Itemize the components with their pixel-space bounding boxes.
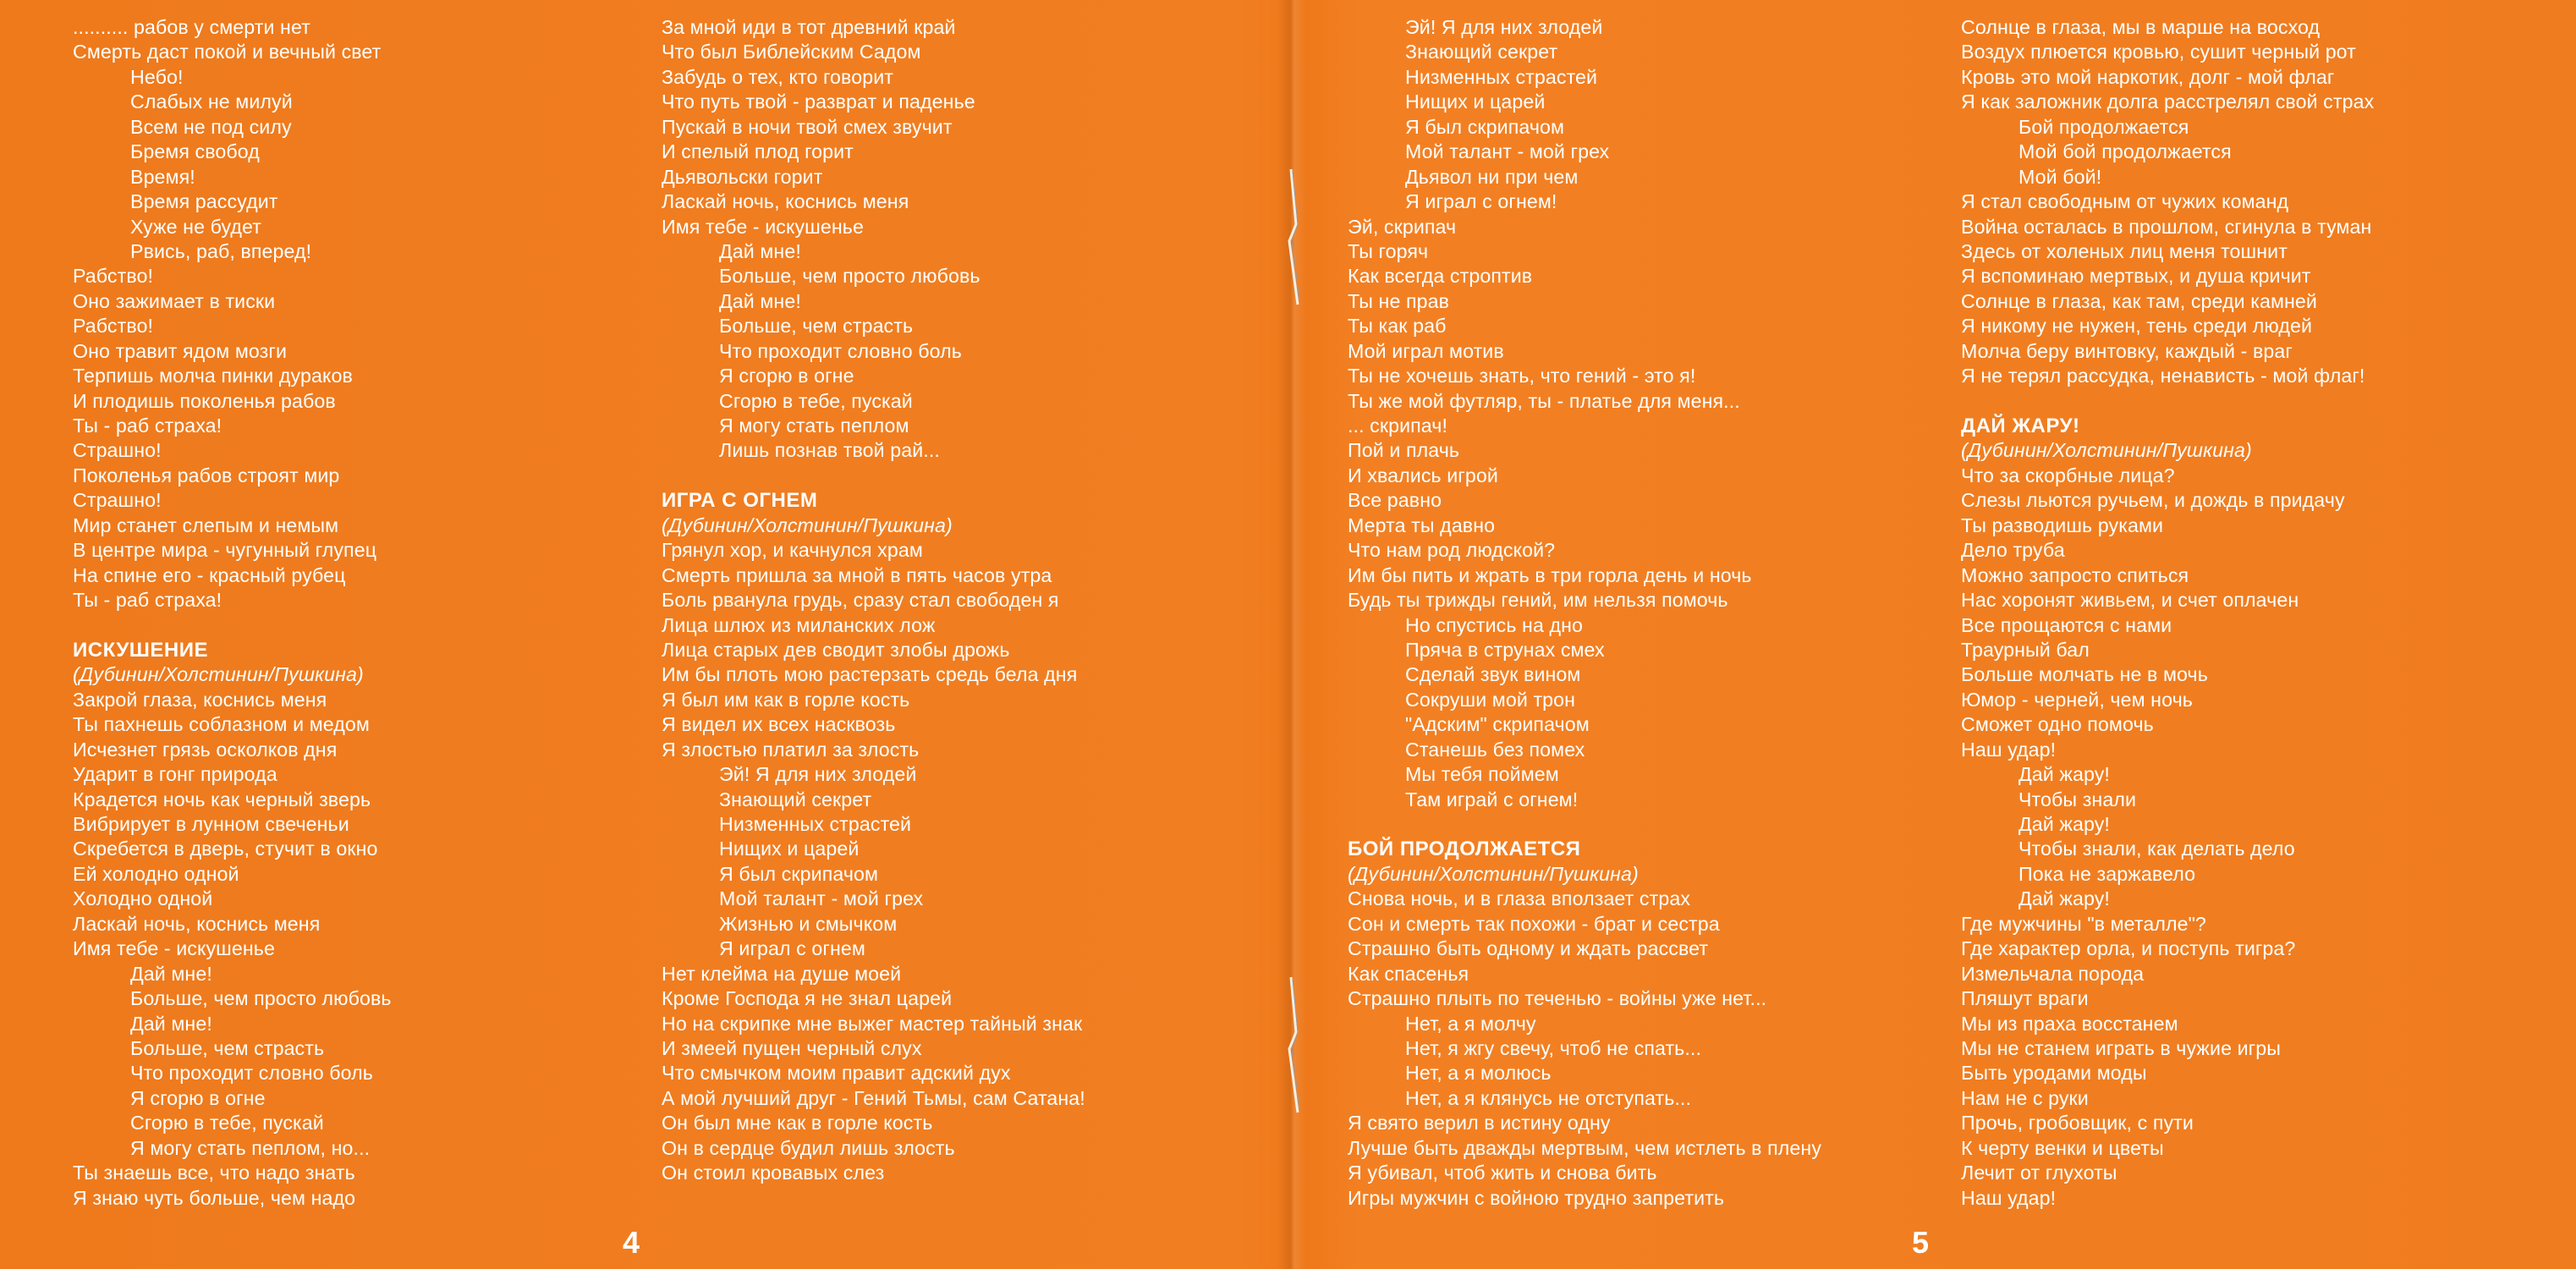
lyric-line: Я знаю чуть больше, чем надо (73, 1186, 356, 1209)
spacer (1348, 812, 1940, 837)
lyric-line: Что путь твой - разврат и паденье (662, 91, 975, 113)
lyric-line: Я был им как в горле кость (662, 688, 910, 711)
lyric-line: Я убивал, чтоб жить и снова бить (1348, 1162, 1657, 1184)
lyric-line: Эй! Я для них злодей (719, 763, 917, 786)
lyric-line: Крадется ночь как черный зверь (73, 788, 371, 810)
lyric-line: И плодишь поколенья рабов (73, 389, 336, 412)
lyric-line: Ты пахнешь соблазном и медом (73, 713, 370, 736)
lyric-line: Больше, чем страсть (130, 1036, 325, 1059)
lyric-line: Игры мужчин с войною трудно запретить (1348, 1186, 1725, 1209)
lyric-line: Мы тебя поймем (1405, 763, 1559, 786)
lyric-line: Страшно! (73, 489, 162, 512)
lyric-line: Пускай в ночи твой смех звучит (662, 115, 953, 138)
lyric-line: Мой бой продолжается (2019, 140, 2232, 163)
lyric-line: Небо! (130, 65, 184, 88)
lyric-line: Прочь, гробовщик, с пути (1961, 1112, 2194, 1134)
lyric-line: Мой бой! (2019, 165, 2102, 188)
lyrics-column-2 (662, 15, 1254, 1186)
lyric-line: Всем не под силу (130, 115, 292, 138)
lyric-line: Мой талант - мой грех (1405, 140, 1610, 163)
lyric-line: Ласкай ночь, коснись меня (73, 912, 321, 935)
lyric-line: Что проходит словно боль (719, 339, 962, 362)
lyric-line: Солнце в глаза, мы в марше на восход (1961, 16, 2321, 38)
lyric-line: Но спустись на дно (1405, 613, 1584, 636)
lyric-line: Он в сердце будил лишь злость (662, 1136, 955, 1159)
song-title: ИСКУШЕНИЕ (73, 638, 208, 662)
lyric-line: На спине его - красный рубец (73, 563, 346, 586)
lyric-line: Он был мне как в горле кость (662, 1112, 933, 1134)
spacer (662, 464, 1254, 488)
lyric-line: Я играл с огнем! (1405, 190, 1557, 213)
song-credits: (Дубинин/Холстинин/Пушкина) (662, 514, 953, 536)
lyric-line: Ей холодно одной (73, 862, 239, 885)
lyric-line: Время! (130, 165, 195, 188)
lyric-line: Эй! Я для них злодей (1405, 16, 1603, 38)
lyric-line: Наш удар! (1961, 1186, 2057, 1209)
lyric-line: Рабство! (73, 315, 154, 338)
lyric-line: Больше, чем просто любовь (130, 987, 392, 1010)
song-credits: (Дубинин/Холстинин/Пушкина) (1348, 862, 1639, 885)
staple-bottom-icon (1284, 973, 1303, 1117)
lyric-line: Оно зажимает в тиски (73, 289, 276, 312)
lyric-line: Как всегда строптив (1348, 265, 1533, 288)
lyric-line: Знающий секрет (719, 788, 872, 810)
lyric-line: Знающий секрет (1405, 41, 1558, 63)
lyric-line: Закрой глаза, коснись меня (73, 688, 327, 711)
lyric-line: Война осталась в прошлом, сгинула в туман (1961, 215, 2372, 238)
song-credits: (Дубинин/Холстинин/Пушкина) (73, 663, 364, 686)
lyric-line: Низменных страстей (1405, 65, 1598, 88)
lyric-line: Как спасенья (1348, 962, 1469, 985)
lyric-line: Терпишь молча пинки дураков (73, 365, 353, 387)
lyric-line: И спелый плод горит (662, 140, 854, 163)
lyric-line: Траурный бал (1961, 638, 2090, 661)
lyric-line: Сможет одно помочь (1961, 713, 2154, 736)
lyric-line: Сделай звук вином (1405, 663, 1581, 686)
lyric-line: И змеей пущен черный слух (662, 1036, 922, 1059)
lyric-line: Наш удар! (1961, 738, 2057, 761)
lyric-line: Я был скрипачом (719, 862, 879, 885)
lyric-line: Дай мне! (130, 962, 212, 985)
lyric-line: Лечит от глухоты (1961, 1162, 2117, 1184)
lyrics-column-4 (1961, 15, 2553, 1211)
lyric-line: Чтобы знали, как делать дело (2019, 838, 2295, 860)
lyric-line: Я злостью платил за злость (662, 738, 920, 761)
lyric-line: Мир станет слепым и немым (73, 514, 339, 536)
lyric-line: Я играл с огнем (719, 937, 865, 960)
lyric-line: Ударит в гонг природа (73, 763, 277, 786)
lyric-line: Больше молчать не в мочь (1961, 663, 2208, 686)
lyric-line: Дьявол ни при чем (1405, 165, 1579, 188)
lyric-line: Здесь от холеных лиц меня тошнит (1961, 239, 2288, 262)
lyric-line: Я сгорю в огне (130, 1086, 266, 1109)
lyric-line: Боль рванула грудь, сразу стал свободен я (662, 589, 1059, 612)
staple-top-icon (1284, 165, 1303, 309)
lyric-line: Имя тебе - искушенье (662, 215, 864, 238)
lyric-line: Где мужчины "в металле"? (1961, 912, 2206, 935)
lyric-line: Имя тебе - искушенье (73, 937, 275, 960)
lyric-line: Дай мне! (719, 239, 801, 262)
lyric-line: Лица шлюх из миланских лож (662, 613, 936, 636)
lyric-line: Я не терял рассудка, ненависть - мой флаг! (1961, 365, 2365, 387)
lyric-line: Сгорю в тебе, пускай (719, 389, 913, 412)
lyric-line: К черту венки и цветы (1961, 1136, 2164, 1159)
lyric-line: Грянул хор, и качнулся храм (662, 539, 923, 562)
lyric-line: Страшно плыть по теченью - войны уже нет... (1348, 987, 1767, 1010)
lyric-line: Ты - раб страха! (73, 415, 222, 437)
lyric-line: Кровь это мой наркотик, долг - мой флаг (1961, 65, 2335, 88)
lyric-line: Нам не с руки (1961, 1086, 2089, 1109)
lyric-line: Я могу стать пеплом, но... (130, 1136, 371, 1159)
lyric-line: Я вспоминаю мертвых, и душа кричит (1961, 265, 2311, 288)
lyric-line: Дай жару! (2019, 763, 2110, 786)
lyrics-column-3 (1348, 15, 1940, 1211)
lyric-line: Я видел их всех насквозь (662, 713, 896, 736)
lyric-line: Что проходит словно боль (130, 1062, 373, 1085)
lyric-line: Воздух плюется кровью, сушит черный рот (1961, 41, 2356, 63)
lyric-line: Дело труба (1961, 539, 2065, 562)
lyric-line: Я был скрипачом (1405, 115, 1565, 138)
lyric-line: Исчезнет грязь осколков дня (73, 738, 338, 761)
lyric-line: Я могу стать пеплом (719, 415, 909, 437)
lyric-line: Нет, а я клянусь не отступать... (1405, 1086, 1692, 1109)
lyric-line: .......... рабов у смерти нет (73, 16, 310, 38)
lyric-line: За мной иди в тот древний край (662, 16, 956, 38)
lyric-line: Ты не прав (1348, 289, 1450, 312)
lyric-line: Снова ночь, и в глаза вползает страх (1348, 887, 1691, 910)
lyric-line: Сокруши мой трон (1405, 688, 1576, 711)
lyric-line: Я сгорю в огне (719, 365, 854, 387)
lyric-line: Ты - раб страха! (73, 589, 222, 612)
lyric-line: Измельчала порода (1961, 962, 2145, 985)
lyric-line: Время рассудит (130, 190, 278, 213)
lyric-line: Дьявольски горит (662, 165, 823, 188)
lyric-line: Ты как раб (1348, 315, 1447, 338)
lyric-line: Эй, скрипач (1348, 215, 1457, 238)
lyric-line: Лица старых дев сводит злобы дрожь (662, 638, 1010, 661)
lyric-line: Я никому не нужен, тень среди людей (1961, 315, 2313, 338)
lyric-line: Им бы плоть мою растерзать средь бела дня (662, 663, 1078, 686)
lyric-line: Слезы льются ручьем, и дождь в придачу (1961, 489, 2345, 512)
lyric-line: Ты разводишь руками (1961, 514, 2164, 536)
song-title: ИГРА С ОГНЕМ (662, 489, 818, 513)
lyric-line: Скребется в дверь, стучит в окно (73, 838, 378, 860)
lyric-line: Все равно (1348, 489, 1442, 512)
lyric-line: Нет клейма на душе моей (662, 962, 902, 985)
page-number-right: 5 (1912, 1225, 1930, 1260)
lyric-line: Больше, чем страсть (719, 315, 914, 338)
lyric-line: Дай мне! (130, 1012, 212, 1035)
lyric-line: Рвись, раб, вперед! (130, 239, 312, 262)
song-credits: (Дубинин/Холстинин/Пушкина) (1961, 439, 2252, 462)
lyric-line: Мой играл мотив (1348, 339, 1504, 362)
lyric-line: Бой продолжается (2019, 115, 2189, 138)
lyric-line: Ты же мой футляр, ты - платье для меня... (1348, 389, 1740, 412)
lyric-line: Быть уродами моды (1961, 1062, 2147, 1085)
lyric-line: Сгорю в тебе, пускай (130, 1112, 324, 1134)
lyric-line: Где характер орла, и поступь тигра? (1961, 937, 2296, 960)
lyric-line: Жизнью и смычком (719, 912, 898, 935)
lyric-line: Мерта ты давно (1348, 514, 1496, 536)
lyric-line: Чтобы знали (2019, 788, 2137, 810)
lyric-line: Дай жару! (2019, 887, 2110, 910)
lyric-line: Забудь о тех, кто говорит (662, 65, 893, 88)
lyric-line: И хвались игрой (1348, 464, 1498, 486)
lyric-line: Я как заложник долга расстрелял свой страх (1961, 91, 2375, 113)
lyric-line: Он стоил кровавых слез (662, 1162, 885, 1184)
song-title: ДАЙ ЖАРУ! (1961, 415, 2080, 437)
lyric-line: Смерть даст покой и вечный свет (73, 41, 382, 63)
spacer (1961, 389, 2553, 414)
lyric-line: Молча беру винтовку, каждый - враг (1961, 339, 2293, 362)
lyric-line: Лучше быть дважды мертвым, чем истлеть в плену (1348, 1136, 1822, 1159)
lyric-line: Ты знаешь все, что надо знать (73, 1162, 355, 1184)
lyric-line: Смерть пришла за мной в пять часов утра (662, 563, 1052, 586)
lyric-line: Я стал свободным от чужих команд (1961, 190, 2289, 213)
lyric-line: Юмор - черней, чем ночь (1961, 688, 2193, 711)
lyric-line: Кроме Господа я не знал царей (662, 987, 953, 1010)
lyric-line: Что был Библейским Садом (662, 41, 921, 63)
lyric-line: Нет, я жгу свечу, чтоб не спать... (1405, 1036, 1701, 1059)
lyric-line: Лишь познав твой рай... (719, 439, 940, 462)
lyric-line: Я свято верил в истину одну (1348, 1112, 1611, 1134)
lyric-line: Там играй с огнем! (1405, 788, 1579, 810)
lyric-line: Пряча в струнах смех (1405, 638, 1605, 661)
lyric-line: ... скрипач! (1348, 415, 1448, 437)
lyric-line: Нас хоронят живьем, и счет оплачен (1961, 589, 2299, 612)
lyric-line: Пока не заржавело (2019, 862, 2196, 885)
lyric-line: Холодно одной (73, 887, 213, 910)
lyric-line: Можно запросто спиться (1961, 563, 2189, 586)
lyric-line: Больше, чем просто любовь (719, 265, 980, 288)
lyric-line: Вибрирует в лунном свеченьи (73, 813, 349, 835)
lyric-line: Низменных страстей (719, 813, 912, 835)
song-title: БОЙ ПРОДОЛЖАЕТСЯ (1348, 838, 1581, 861)
lyric-line: Но на скрипке мне выжег мастер тайный знак (662, 1012, 1083, 1035)
lyric-line: Мы не станем играть в чужие игры (1961, 1036, 2282, 1059)
lyric-line: Мы из праха восстанем (1961, 1012, 2178, 1035)
lyric-line: Нищих и царей (1405, 91, 1546, 113)
lyric-line: Поколенья рабов строят мир (73, 464, 340, 486)
lyric-line: Мой талант - мой грех (719, 887, 924, 910)
lyric-line: Нет, а я молчу (1405, 1012, 1536, 1035)
lyric-line: Дай мне! (719, 289, 801, 312)
lyric-line: Им бы пить и жрать в три горла день и ночь (1348, 563, 1752, 586)
lyric-line: Рабство! (73, 265, 154, 288)
lyric-line: В центре мира - чугунный глупец (73, 539, 377, 562)
lyric-line: "Адским" скрипачом (1405, 713, 1590, 736)
lyric-line: Пляшут враги (1961, 987, 2089, 1010)
lyric-line: Оно травит ядом мозги (73, 339, 288, 362)
lyric-line: Бремя свобод (130, 140, 260, 163)
lyric-line: Страшно! (73, 439, 162, 462)
lyric-line: Что смычком моим правит адский дух (662, 1062, 1011, 1085)
lyric-line: Солнце в глаза, как там, среди камней (1961, 289, 2317, 312)
lyric-line: Что нам род людской? (1348, 539, 1556, 562)
page-number-left: 4 (623, 1225, 640, 1260)
lyric-line: А мой лучший друг - Гений Тьмы, сам Сатана! (662, 1086, 1085, 1109)
lyric-line: Будь ты трижды гений, им нельзя помочь (1348, 589, 1728, 612)
lyric-line: Ласкай ночь, коснись меня (662, 190, 909, 213)
lyric-line: Хуже не будет (130, 215, 261, 238)
lyric-line: Нет, а я молюсь (1405, 1062, 1552, 1085)
lyric-line: Ты не хочешь знать, что гений - это я! (1348, 365, 1696, 387)
lyric-line: Нищих и царей (719, 838, 860, 860)
lyric-line: Слабых не милуй (130, 91, 293, 113)
lyric-line: Сон и смерть так похожи - брат и сестра (1348, 912, 1720, 935)
lyric-line: Станешь без помех (1405, 738, 1585, 761)
spacer (73, 613, 665, 638)
lyrics-column-1 (73, 15, 665, 1211)
lyric-line: Ты горяч (1348, 239, 1429, 262)
lyric-line: Все прощаются с нами (1961, 613, 2172, 636)
lyric-line: Страшно быть одному и ждать рассвет (1348, 937, 1709, 960)
lyric-line: Пой и плачь (1348, 439, 1460, 462)
lyric-line: Что за скорбные лица? (1961, 464, 2175, 486)
lyric-line: Дай жару! (2019, 813, 2110, 835)
